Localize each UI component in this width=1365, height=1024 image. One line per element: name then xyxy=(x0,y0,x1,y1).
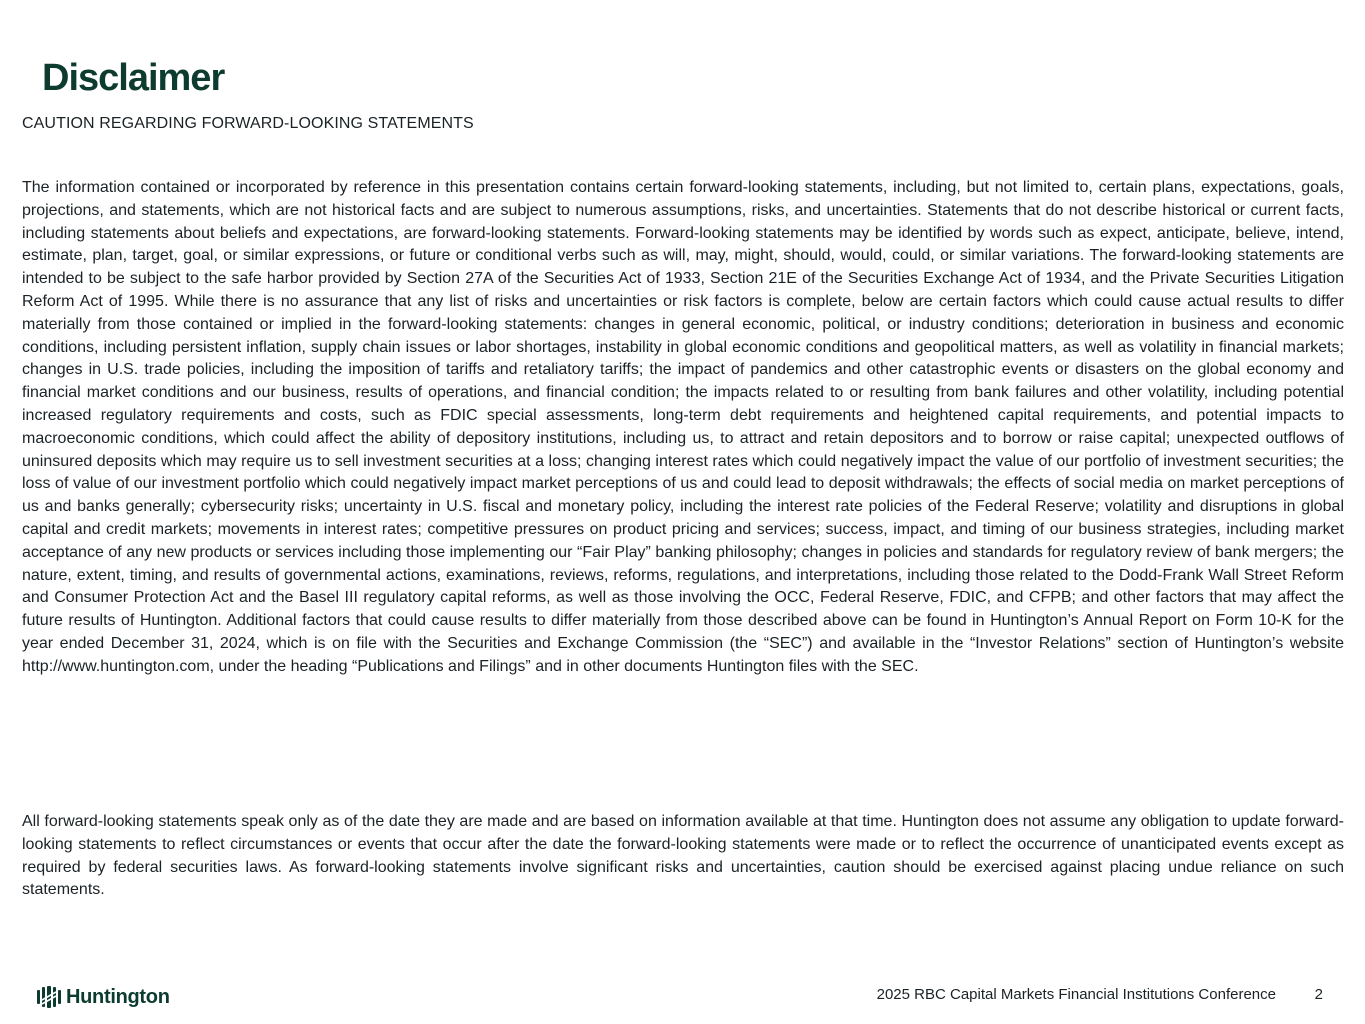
huntington-logo xyxy=(36,983,170,1011)
huntington-logo-icon xyxy=(36,984,62,1010)
page-title: Disclaimer xyxy=(42,57,225,99)
page-number: 2 xyxy=(1314,986,1323,1003)
footer-conference-name: 2025 RBC Capital Markets Financial Institutions Conference xyxy=(876,986,1276,1003)
disclaimer-paragraph-1: The information contained or incorporated by reference in this presentation contains certain forward-looking statements, including, but not limited to, certain plans, expectations, goals, projections, and statements, which are not historical facts and are subject to numerous assumptions, risks, and uncertainties. Statements that do not describe historical or current facts, including statements about beliefs and expectations, are forward-looking statements. Forward-looking statements may be identified by words such as expect, anticipate, believe, intend, estimate, plan, target, goal, or similar expressions, or future or conditional verbs such as will, may, might, should, would, could, or similar variations. The forward-looking statements are intended to be subject to the safe harbor provided by Section 27A of the Securities Act of 1933, Section 21E of the Securities Exchange Act of 1934, and the Private Securities Litigation Reform Act of 1995. While there is no assurance that any list of risks and uncertainties or risk factors is complete, below are certain factors which could cause actual results to differ materially from those contained or implied in the forward-looking statements: changes in general economic, political, or industry conditions; deterioration in business and economic conditions, including persistent inflation, supply chain issues or labor shortages, instability in global economic conditions and geopolitical matters, as well as volatility in financial markets; changes in U.S. trade policies, including the imposition of tariffs and retaliatory tariffs; the impact of pandemics and other catastrophic events or disasters on the global economy and financial market conditions and our business, results of operations, and financial condition; the impacts related to or resulting from bank failures and other volatility, including potential increased regulatory requirements and costs, such as FDIC special assessments, long-term debt requirements and heightened capital requirements, and potential impacts to macroeconomic conditions, which could affect the ability of depository institutions, including us, to attract and retain depositors and to borrow or raise capital; unexpected outflows of uninsured deposits which may require us to sell investment securities at a loss; changing interest rates which could negatively impact the value of our portfolio of investment securities; the loss of value of our investment portfolio which could negatively impact market perceptions of us and could lead to deposit withdrawals; the effects of social media on market perceptions of us and banks generally; cybersecurity risks; uncertainty in U.S. fiscal and monetary policy, including the interest rate policies of the Federal Reserve; volatility and disruptions in global capital and credit markets; movements in interest rates; competitive pressures on product pricing and services; success, impact, and timing of our business strategies, including market acceptance of any new products or services including those implementing our “Fair Play” banking philosophy; changes in policies and standards for regulatory review of bank mergers; the nature, extent, timing, and results of governmental actions, examinations, reviews, reforms, regulations, and interpretations, including those related to the Dodd-Frank Wall Street Reform and Consumer Protection Act and the Basel III regulatory capital reforms, as well as those involving the OCC, Federal Reserve, FDIC, and CFPB; and other factors that may affect the future results of Huntington. Additional factors that could cause results to differ materially from those described above can be found in Huntington’s Annual Report on Form 10-K for the year ended December 31, 2024, which is on file with the Securities and Exchange Commission (the “SEC”) and available in the “Investor Relations” section of Huntington’s website http://www.huntington.com, under the heading “Publications and Filings” and in other documents Huntington files with the SEC. xyxy=(22,179,1344,675)
logo-wordmark: Huntington xyxy=(66,985,170,1008)
disclaimer-paragraph-2: All forward-looking statements speak only as of the date they are made and are based on information available at that time. Huntington does not assume any obligation to update forward-looking statements to reflect circumstances or events that occur after the date the forward-looking statements were made or to reflect the occurrence of unanticipated events except as required by federal securities laws. As forward-looking statements involve significant risks and uncertainties, caution should be exercised against placing undue reliance on such statements. xyxy=(22,813,1344,899)
section-subtitle: CAUTION REGARDING FORWARD-LOOKING STATEMENTS xyxy=(22,115,474,132)
